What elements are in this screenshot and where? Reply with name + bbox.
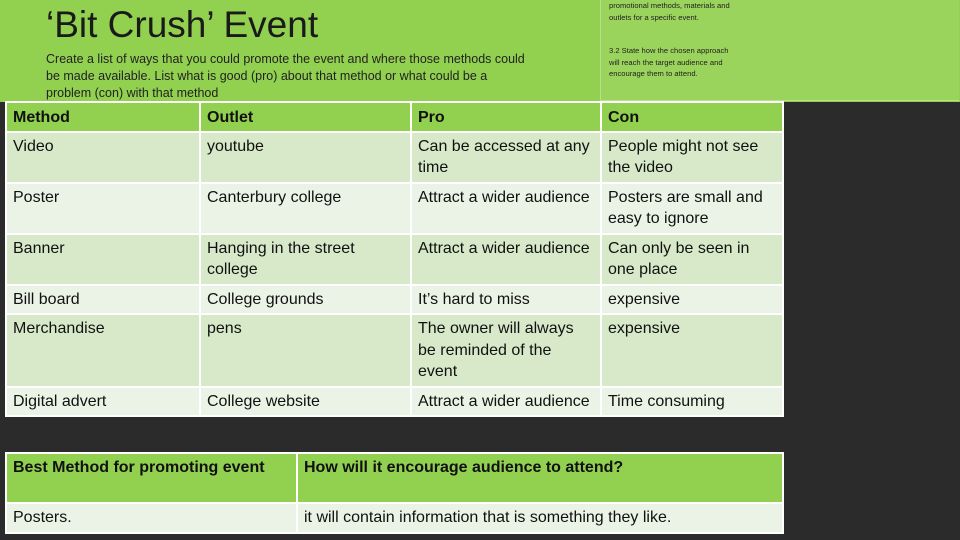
best-method-header: Best Method for promoting event bbox=[6, 453, 297, 503]
cell-outlet: College grounds bbox=[200, 285, 411, 315]
cell-con: Posters are small and easy to ignore bbox=[601, 183, 783, 234]
background-panel bbox=[782, 102, 960, 150]
cell-method: Bill board bbox=[6, 285, 200, 315]
cell-method: Digital advert bbox=[6, 387, 200, 417]
cell-pro: Attract a wider audience bbox=[411, 387, 601, 417]
cell-outlet: Hanging in the street college bbox=[200, 234, 411, 285]
instructions-text: Create a list of ways that you could promote the event and where those methods could be made available. List what is good (pro) about that method or what could be a problem (con) with that method bbox=[46, 52, 525, 100]
cell-pro: The owner will always be reminded of the event bbox=[411, 314, 601, 387]
promotion-table bbox=[5, 101, 784, 417]
cell-method: Banner bbox=[6, 234, 200, 285]
cell-outlet: Canterbury college bbox=[200, 183, 411, 234]
column-header-outlet: Outlet bbox=[200, 102, 411, 132]
summary-header-row bbox=[6, 453, 783, 503]
column-header-con: Con bbox=[601, 102, 783, 132]
summary-table bbox=[5, 452, 784, 534]
table-row bbox=[6, 285, 783, 315]
cell-outlet: pens bbox=[200, 314, 411, 387]
cell-con: People might not see the video bbox=[601, 132, 783, 183]
table-row bbox=[6, 314, 783, 387]
table-row bbox=[6, 234, 783, 285]
table-row bbox=[6, 183, 783, 234]
table-row bbox=[6, 387, 783, 417]
cell-con: Can only be seen in one place bbox=[601, 234, 783, 285]
table-header-row bbox=[6, 102, 783, 132]
cell-method: Poster bbox=[6, 183, 200, 234]
best-method-value: Posters. bbox=[6, 503, 297, 533]
criteria-note-bottom: 3.2 State how the chosen approach will reach the target audience and encourage them to attend. bbox=[609, 46, 729, 78]
cell-method: Merchandise bbox=[6, 314, 200, 387]
cell-con: expensive bbox=[601, 314, 783, 387]
table-row bbox=[6, 132, 783, 183]
cell-pro: Can be accessed at any time bbox=[411, 132, 601, 183]
criteria-note-box bbox=[600, 0, 959, 101]
encourage-header: How will it encourage audience to attend? bbox=[297, 453, 783, 503]
column-header-method: Method bbox=[6, 102, 200, 132]
page-title: ‘Bit Crush’ Event bbox=[46, 4, 319, 45]
column-header-pro: Pro bbox=[411, 102, 601, 132]
cell-pro: Attract a wider audience bbox=[411, 234, 601, 285]
criteria-note-top: promotional methods, materials and outlets for a specific event. bbox=[609, 1, 730, 22]
cell-outlet: youtube bbox=[200, 132, 411, 183]
cell-method: Video bbox=[6, 132, 200, 183]
cell-con: expensive bbox=[601, 285, 783, 315]
cell-pro: It’s hard to miss bbox=[411, 285, 601, 315]
cell-outlet: College website bbox=[200, 387, 411, 417]
cell-con: Time consuming bbox=[601, 387, 783, 417]
encourage-value: it will contain information that is something they like. bbox=[297, 503, 783, 533]
cell-pro: Attract a wider audience bbox=[411, 183, 601, 234]
summary-row bbox=[6, 503, 783, 533]
